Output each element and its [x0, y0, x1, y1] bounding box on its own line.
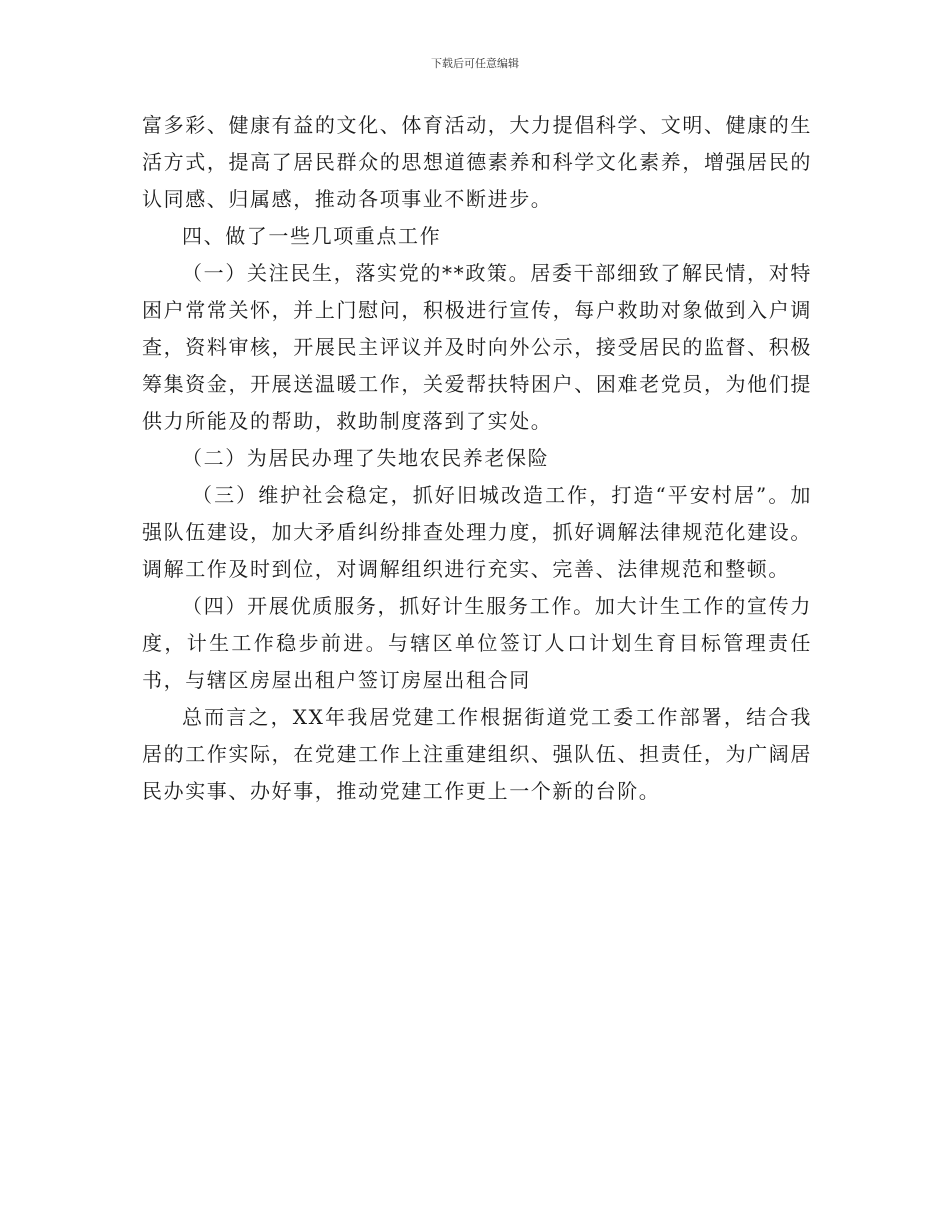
paragraph-item-3: （三）维护社会稳定，抓好旧城改造工作，打造“平安村居”。加强队伍建设，加大矛盾纠纷排查处理力度，抓好调解法律规范化建设。调解工作及时到位，对调解组织进行充实、完善、法律规范和整顿。 [142, 483, 812, 581]
section-heading-4: 四、做了一些几项重点工作 [182, 224, 442, 248]
document-body [142, 107, 812, 810]
paragraph-item-4: （四）开展优质服务，抓好计生服务工作。加大计生工作的宣传力度，计生工作稳步前进。与辖区单位签订人口计划生育目标管理责任书，与辖区房屋出租户签订房屋出租合同 [142, 594, 812, 692]
paragraph-item-1: （一）关注民生，落实党的**政策。居委干部细致了解民情，对特困户常常关怀，并上门慰问，积极进行宣传，每户救助对象做到入户调查，资料审核，开展民主评议并及时向外公示，接受居民的监督、积极筹集资金，开展送温暖工作，关爱帮扶特困户、困难老党员，为他们提供力所能及的帮助，救助制度落到了实处。 [142, 261, 812, 433]
paragraph-item-2: （二）为居民办理了失地农民养老保险 [182, 446, 550, 470]
header-note: 下载后可任意编辑 [431, 57, 519, 70]
paragraph-summary: 总而言之，XX年我居党建工作根据街道党工委工作部署，结合我居的工作实际，在党建工作上注重建组织、强队伍、担责任，为广阔居民办实事、办好事，推动党建工作更上一个新的台阶。 [142, 705, 812, 803]
paragraph-continuation: 富多彩、健康有益的文化、体育活动，大力提倡科学、文明、健康的生活方式，提高了居民群众的思想道德素养和科学文化素养，增强居民的认同感、归属感，推动各项事业不断进步。 [142, 113, 812, 211]
